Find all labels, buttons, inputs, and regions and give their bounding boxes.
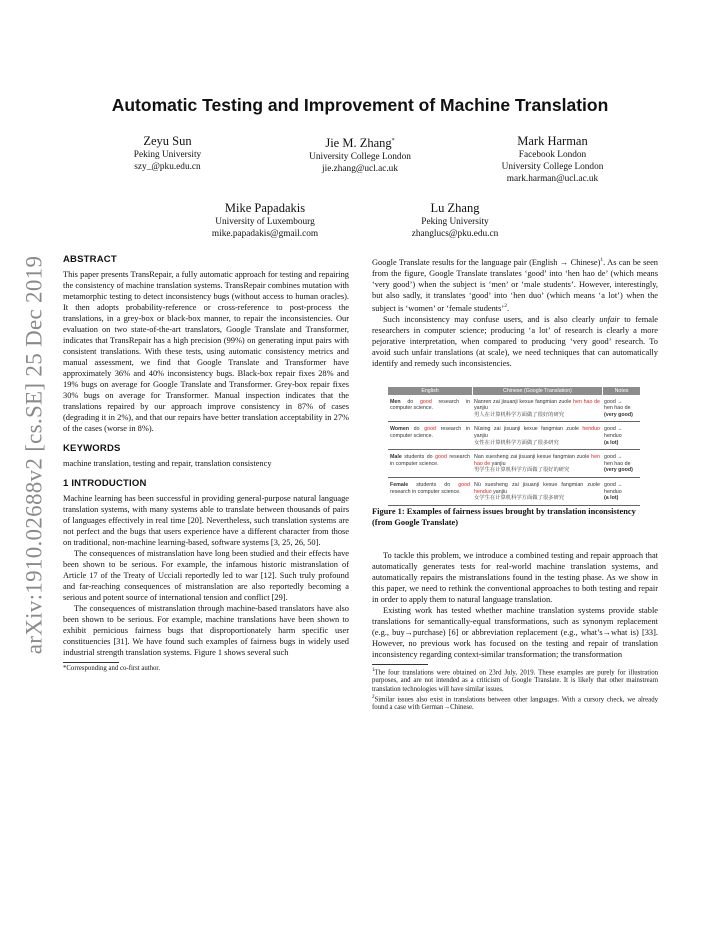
right-paragraph-1: Google Translate results for the language pair (English → Chinese)$^1$. As can be seen from the figure, Google Translate translates ‘good’ into ‘hen hao de’ (which means ‘very good’) when the subject is ‘men’ or ‘male students’. However, interestingly, but also sadly, it translates ‘good’ into ‘hen duo’ (which means ‘a lot’) when the subject is ‘women’ or ‘female students’$^2$. bbox=[372, 257, 658, 313]
english-sentence: Male students do good research in computer science. bbox=[390, 454, 470, 467]
author-block-4 bbox=[185, 200, 345, 240]
highlighted-pinyin: henduo bbox=[474, 488, 492, 495]
footnote-2: $^2$Similar issues also exist in translations between other languages. With a cursory check, we already found a case with German→Chinese. bbox=[372, 694, 658, 712]
author-affiliation: Peking University bbox=[133, 150, 202, 160]
translation-note: good → hen hao de (very good) bbox=[604, 454, 633, 474]
subject-word: Men bbox=[390, 398, 401, 405]
highlighted-pinyin: hen hao de bbox=[573, 398, 600, 405]
author-name: Lu Zhang bbox=[430, 201, 480, 215]
author-email: jie.zhang@ucl.ac.uk bbox=[322, 164, 398, 175]
introduction-heading: 1 INTRODUCTION bbox=[63, 478, 147, 489]
author-affiliation: Facebook London bbox=[518, 150, 587, 160]
corresponding-mark: * bbox=[391, 138, 395, 144]
highlighted-word: good bbox=[458, 481, 470, 488]
footnote-rule bbox=[372, 664, 428, 665]
keywords-heading: KEYWORDS bbox=[63, 443, 121, 454]
author-affiliation: University College London bbox=[309, 152, 411, 163]
table-row bbox=[388, 395, 640, 423]
footnote-1: $^1$The four translations were obtained on 23rd July, 2019. These examples are purely for illustration purposes, and are not intended as a criticism of Google Translate. It is likely that other mainstream translation technologies will have similar issues. bbox=[372, 667, 658, 693]
chinese-characters: 女性在计算机科学方面做了很多研究 bbox=[474, 439, 559, 446]
author-name: Mike Papadakis bbox=[224, 201, 306, 215]
footnote-ref-1: 1 bbox=[600, 257, 604, 263]
header-notes: Notes bbox=[602, 387, 640, 395]
author-name: Zeyu Sun bbox=[143, 134, 192, 148]
intro-paragraph-1: Machine learning has been successful in providing general-purpose natural language translation systems, with many systems able to translate between thousands of pairs of languages effectively in real time [20]. Nevertheless, such translation systems are not perfect and the bugs that users experience have a different character from those on traditional, non-machine learning-based, software systems [3, 25, 26, 50]. bbox=[63, 494, 349, 547]
author-email: mike.papadakis@gmail.com bbox=[211, 229, 319, 239]
highlighted-pinyin: henduo bbox=[582, 426, 600, 433]
author-block-3 bbox=[480, 133, 625, 185]
table-header bbox=[388, 387, 640, 395]
footnote-rule bbox=[63, 662, 119, 663]
subject-word: Female bbox=[390, 481, 409, 488]
author-affiliation: Peking University bbox=[421, 217, 489, 227]
keywords-text: machine translation, testing and repair, translation consistency bbox=[63, 459, 272, 468]
left-column bbox=[63, 254, 349, 673]
arxiv-id-text: arXiv:1910.02688v2 [cs.SE] 25 Dec 2019 bbox=[21, 255, 47, 655]
chinese-translation: Nü xuesheng zai jisuanji kexue fangmian zuole henduo yanjiu 女学生在计算机科学方面做了很多研究 bbox=[474, 481, 600, 502]
right-paragraph-3: To tackle this problem, we introduce a combined testing and repair approach that automatically generates tests for real-world machine translation systems, and automatically repairs the mistranslations found in the testing phase. As we show in this paper, we need to rethink the conventional approaches to both testing and repair in order to apply them to natural language translation. bbox=[372, 550, 658, 604]
chinese-translation: Nan xuesheng zai jisuanji kexue fangmian zuole hen hao de yanjiu 男学生在计算机科学方面做了很好的研究 bbox=[474, 454, 600, 474]
author-block-5 bbox=[385, 200, 525, 240]
table-row bbox=[388, 422, 640, 450]
subject-word: Women bbox=[390, 426, 410, 433]
highlighted-word: good bbox=[424, 426, 436, 433]
intro-paragraph-2: The consequences of mistranslation have long been studied and their effects have been shown to be serious. For example, the infamous historic mistranslation of Article 17 of the Treaty of Ucciali reportedly led to war [12]. Such truly profound and far-reaching consequences of mistranslation are also reportedly becoming a serious and potent source of international tension and conflict [29]. bbox=[63, 549, 349, 602]
arxiv-identifier bbox=[14, 250, 54, 660]
author-email: mark.harman@ucl.ac.uk bbox=[506, 174, 599, 184]
header-chinese: Chinese (Google Translation) bbox=[472, 387, 602, 395]
table-row bbox=[388, 478, 640, 506]
intro-paragraph-3: The consequences of mistranslation through machine-based translators have also been shown to be serious. For example, machine translations have been shown to exhibit pernicious fairness bugs that disproportionately harm specific user constituencies [31]. We have found such examples of fairness bugs in widely used industrial strength translation systems. Figure 1 shows several such bbox=[63, 604, 349, 657]
highlighted-word: good bbox=[419, 398, 432, 405]
author-affiliation: University of Luxembourg bbox=[215, 217, 315, 227]
emphasis-unfair: unfair bbox=[599, 314, 620, 324]
author-name: Mark Harman bbox=[517, 134, 588, 148]
figure-1-table bbox=[388, 387, 640, 506]
author-email: szy_@pku.edu.cn bbox=[134, 162, 201, 172]
right-paragraph-2: Such inconsistency may confuse users, and is also clearly unfair to female researchers in computer science; producing ‘a lot’ of research is clearly a more pejorative interpretation, when compared to producing ‘very good’ research. To avoid such unfair translations (at scale), we need techniques that can automatically identify and remedy such inconsistencies. bbox=[372, 314, 658, 368]
english-sentence: Women do good research in computer science. bbox=[390, 426, 470, 439]
right-paragraph-4: Existing work has tested whether machine translation systems provide stable translations for semantically-equal transformations, such as synonym replacement (e.g., buy→purchase) [6] or abbreviation replacement (e.g., what’s→what is) [33]. However, no previous work has focused on the testing and repair of translation inconsistency regarding context-similar transformation; the transformation bbox=[372, 605, 658, 659]
header-english: English bbox=[421, 387, 439, 394]
figure-1-caption: Figure 1: Examples of fairness issues brought by translation inconsistency (from Google Translate) bbox=[372, 506, 636, 527]
translation-note: good → henduo (a lot) bbox=[604, 426, 623, 446]
right-column bbox=[372, 255, 658, 713]
footnote-corresponding: *Corresponding and co-first author. bbox=[63, 665, 161, 672]
chinese-characters: 女学生在计算机科学方面做了很多研究 bbox=[474, 495, 565, 502]
chinese-characters: 男学生在计算机科学方面做了很好的研究 bbox=[474, 467, 570, 474]
author-block-2 bbox=[285, 133, 435, 175]
highlighted-word: good bbox=[435, 454, 447, 461]
footnote-ref-2: 2 bbox=[504, 302, 507, 309]
english-sentence: Men do good research in computer science. bbox=[390, 398, 470, 412]
author-block-1 bbox=[105, 133, 230, 173]
table-row bbox=[388, 450, 640, 478]
author-affiliation-2: University College London bbox=[501, 162, 604, 172]
abstract-heading: ABSTRACT bbox=[63, 254, 117, 265]
english-sentence: Female students do good research in computer science. bbox=[390, 481, 470, 495]
subject-word: Male bbox=[390, 454, 402, 461]
translation-note: good → henduo (a lot) bbox=[604, 481, 623, 502]
chinese-characters: 男人在计算机科学方面做了很好的研究 bbox=[474, 411, 565, 418]
author-name: Jie M. Zhang bbox=[325, 136, 392, 151]
chinese-translation: Nanren zai jisuanji kexue fangmian zuole hen hao de yanjiu 男人在计算机科学方面做了很好的研究 bbox=[474, 398, 600, 418]
abstract-text: This paper presents TransRepair, a fully automatic approach for testing and repairing the consistency of machine translation systems. TransRepair combines mutation with metamorphic testing to detect inconsistency bugs (without access to human oracles). It then adopts probability-reference or cross-reference to post-process the translations, in a grey-box or black-box manner, to repair the inconsistencies. Our evaluation on two state-of-the-art translators, Google Translate and Transformer, indicates that TransRepair has a high precision (99%) on generating input pairs with consistent translations. With these tests, using automatic consistency metrics and manual assessment, we find that Google Translate and Transformer have approximately 36% and 40% inconsistency bugs. Black-box repair fixes 28% and 19% bugs on average for Google Translate and Transformer. Grey-box repair fixes 30% bugs on average for Transformer. Manual inspection indicates that the translations repaired by our approach improve consistency in 87% of cases (degrading it in 2%), and that our repairs have better translation acceptability in 27% of the cases (worse in 8%). bbox=[63, 270, 349, 433]
paper-title: Automatic Testing and Improvement of Machine Translation bbox=[111, 95, 609, 115]
author-email: zhanglucs@pku.edu.cn bbox=[411, 229, 499, 239]
translation-note: good → hen hao de (very good) bbox=[604, 398, 633, 418]
highlighted-pinyin: hen hao de bbox=[474, 454, 600, 467]
chinese-translation: Nüxing zai jisuanji kexue fangmian zuole henduo yanjiu 女性在计算机科学方面做了很多研究 bbox=[474, 426, 600, 446]
